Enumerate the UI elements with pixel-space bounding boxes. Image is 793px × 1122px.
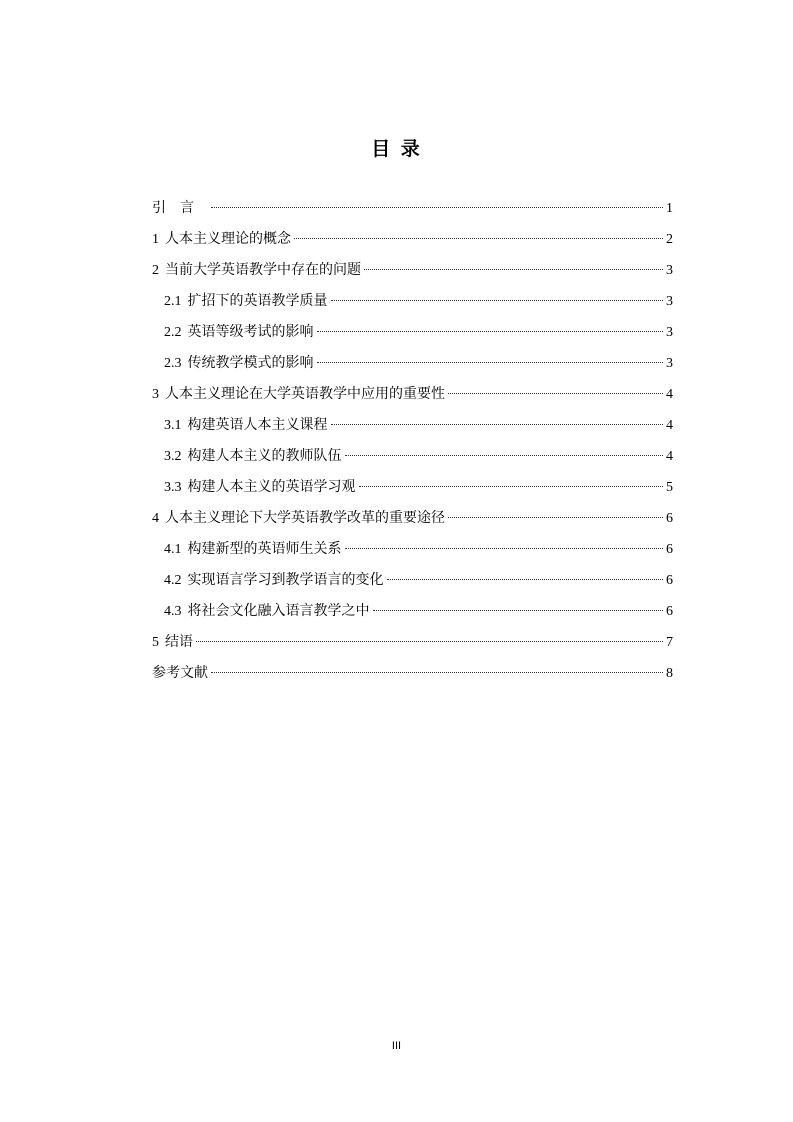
dot-leader	[331, 300, 664, 301]
page-number: III	[391, 1040, 402, 1052]
toc-entry-text: 实现语言学习到教学语言的变化	[187, 572, 384, 588]
toc-entry-references[interactable]	[152, 662, 673, 693]
toc-entry-page: 6	[666, 604, 673, 619]
toc-entry-page: 4	[666, 387, 673, 402]
toc-entry-4-1[interactable]	[152, 538, 673, 569]
toc-entry-text: 人本主义理论在大学英语教学中应用的重要性	[165, 386, 445, 402]
toc-entry-number: 5	[152, 635, 159, 650]
dot-leader	[345, 455, 664, 456]
toc-entry-3-3[interactable]	[152, 476, 673, 507]
toc-entry-number: 3	[152, 387, 159, 402]
toc-entry-number: 2.3	[164, 356, 182, 371]
toc-entry-page: 3	[666, 356, 673, 371]
toc-entry-page: 6	[666, 573, 673, 588]
toc-entry-page: 4	[666, 449, 673, 464]
toc-entry-5[interactable]	[152, 631, 673, 662]
toc-entry-number: 4.2	[164, 573, 182, 588]
toc-entry-text: 构建英语人本主义课程	[187, 417, 328, 433]
toc-entry-3[interactable]	[152, 383, 673, 414]
toc-entry-text: 构建新型的英语师生关系	[187, 541, 342, 557]
toc-entry-page: 3	[666, 294, 673, 309]
toc-entry-text: 英语等级考试的影响	[187, 324, 314, 340]
toc-entry-number: 3.1	[164, 418, 182, 433]
toc-entry-number: 1	[152, 232, 159, 247]
dot-leader	[211, 672, 663, 673]
toc-entry-text: 参考文献	[152, 665, 208, 681]
toc-entry-number: 4.3	[164, 604, 182, 619]
page-title: 目 录	[371, 138, 422, 160]
toc-entry-introduction[interactable]	[152, 197, 673, 228]
toc-entry-page: 4	[666, 418, 673, 433]
dot-leader	[387, 579, 664, 580]
dot-leader	[211, 207, 663, 208]
toc-entry-text: 传统教学模式的影响	[187, 355, 314, 371]
dot-leader	[448, 393, 663, 394]
toc-entry-text: 结语	[165, 634, 193, 650]
toc-entry-2-3[interactable]	[152, 352, 673, 383]
dot-leader	[448, 517, 663, 518]
toc-entry-page: 6	[666, 511, 673, 526]
toc-entry-number: 2.2	[164, 325, 182, 340]
toc-entry-page: 3	[666, 263, 673, 278]
toc-entry-number: 4.1	[164, 542, 182, 557]
toc-entry-2-1[interactable]	[152, 290, 673, 321]
dot-leader	[294, 238, 663, 239]
toc-entry-4-2[interactable]	[152, 569, 673, 600]
toc-entry-4[interactable]	[152, 507, 673, 538]
toc-entry-number: 3.2	[164, 449, 182, 464]
toc-entry-text: 构建人本主义的教师队伍	[187, 448, 342, 464]
dot-leader	[364, 269, 663, 270]
toc-entry-text: 人本主义理论的概念	[165, 231, 291, 247]
dot-leader	[373, 610, 664, 611]
toc-entry-1[interactable]	[152, 228, 673, 259]
toc-entry-page: 7	[666, 635, 673, 650]
toc-entry-3-1[interactable]	[152, 414, 673, 445]
toc-entry-page: 3	[666, 325, 673, 340]
dot-leader	[317, 362, 664, 363]
table-of-contents	[152, 197, 673, 693]
toc-entry-page: 2	[666, 232, 673, 247]
toc-entry-page: 6	[666, 542, 673, 557]
toc-entry-page: 1	[666, 201, 673, 216]
dot-leader	[345, 548, 664, 549]
toc-entry-number: 2.1	[164, 294, 182, 309]
toc-entry-text: 引言	[152, 200, 208, 216]
toc-entry-2[interactable]	[152, 259, 673, 290]
toc-entry-2-2[interactable]	[152, 321, 673, 352]
toc-entry-number: 2	[152, 263, 159, 278]
dot-leader	[317, 331, 664, 332]
toc-entry-4-3[interactable]	[152, 600, 673, 631]
dot-leader	[331, 424, 664, 425]
toc-entry-text: 将社会文化融入语言教学之中	[187, 603, 370, 619]
toc-entry-text: 当前大学英语教学中存在的问题	[165, 262, 361, 278]
toc-entry-3-2[interactable]	[152, 445, 673, 476]
toc-entry-text: 扩招下的英语教学质量	[187, 293, 328, 309]
toc-entry-text: 人本主义理论下大学英语教学改革的重要途径	[165, 510, 445, 526]
dot-leader	[359, 486, 664, 487]
toc-entry-number: 3.3	[164, 480, 182, 495]
dot-leader	[196, 641, 663, 642]
toc-entry-page: 8	[666, 666, 673, 681]
toc-entry-text: 构建人本主义的英语学习观	[187, 479, 356, 495]
toc-entry-page: 5	[666, 480, 673, 495]
toc-entry-number: 4	[152, 511, 159, 526]
